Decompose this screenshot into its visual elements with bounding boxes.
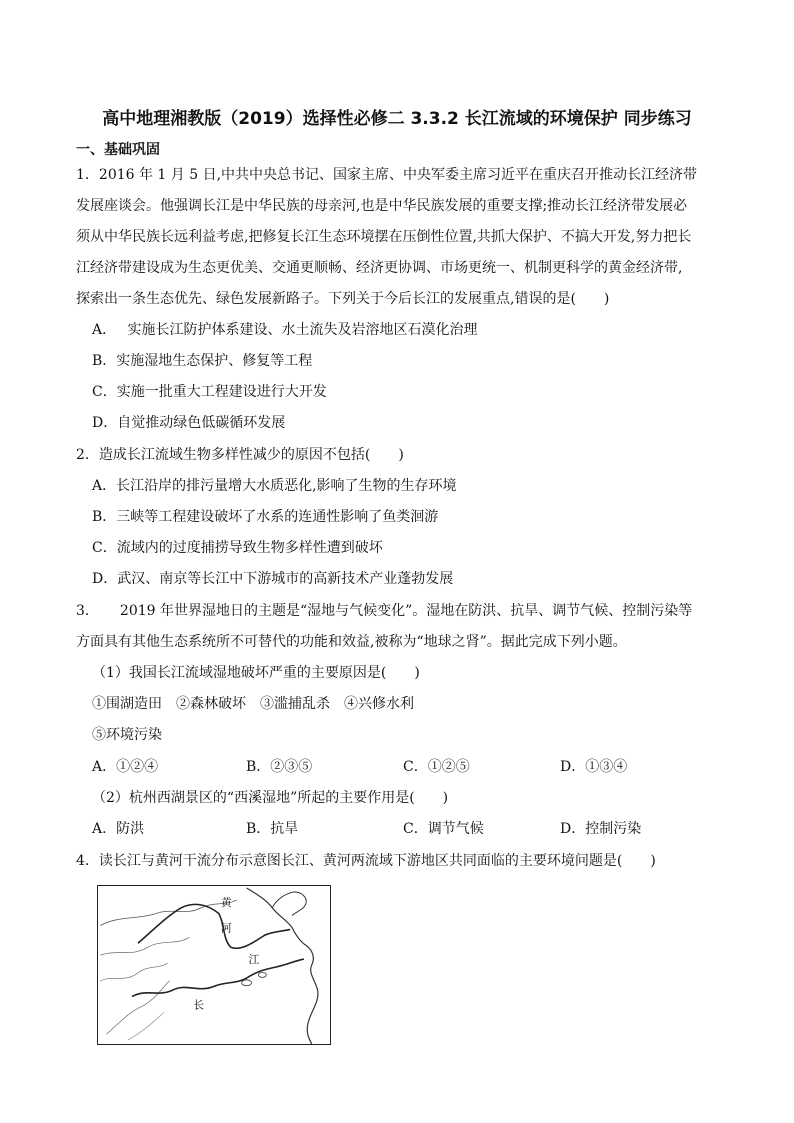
rivers-map (97, 885, 331, 1045)
q3-sub1-option-c: C．①②⑤ (403, 759, 470, 775)
q1-stem-line: 1．2016 年 1 月 5 日,中共中央总书记、国家主席、中央军委主席习近平在重庆召开推动长江经济带 (76, 167, 698, 183)
q1-option-a: A． 实施长江防护体系建设、水土流失及岩溶地区石漠化治理 (92, 322, 478, 338)
q3-sub1-option-d: D．①③④ (560, 759, 628, 775)
q3-sub2-option-c: C．调节气候 (403, 821, 484, 837)
q2-option-b: B．三峡等工程建设破坏了水系的连通性影响了鱼类洄游 (92, 509, 439, 525)
map-label-he: 河 (220, 921, 232, 935)
q3-sub1-items: ⑤环境污染 (92, 727, 162, 743)
rivers-map-figure (98, 886, 330, 1044)
q2-option-d: D．武汉、南京等长江中下游城市的高新技术产业蓬勃发展 (92, 571, 454, 587)
q3-sub2-option-d: D．控制污染 (560, 821, 642, 837)
q1-option-b: B．实施湿地生态保护、修复等工程 (92, 353, 313, 369)
map-label-jiang: 江 (248, 953, 260, 967)
map-label-chang: 长 (193, 998, 205, 1012)
page-title: 高中地理湘教版（2019）选择性必修二 3.3.2 长江流域的环境保护 同步练习 (102, 109, 692, 129)
q2-option-a: A．长江沿岸的排污量增大水质恶化,影响了生物的生存环境 (92, 478, 457, 494)
q3-sub1-items: ①围湖造田 ②森林破坏 ③滥捕乱杀 ④兴修水利 (92, 696, 414, 712)
q1-option-c: C．实施一批重大工程建设进行大开发 (92, 384, 327, 400)
q4-stem: 4．读长江与黄河干流分布示意图长江、黄河两流域下游地区共同面临的主要环境问题是( ) (76, 853, 656, 869)
q3-stem-line: 方面具有其他生态系统所不可替代的功能和效益,被称为“地球之肾”。据此完成下列小题。 (76, 634, 627, 650)
q3-sub2-option-b: B．抗旱 (246, 821, 299, 837)
section-heading: 一、基础巩固 (76, 142, 160, 158)
q3-stem-line: 3． 2019 年世界湿地日的主题是“湿地与气候变化”。湿地在防洪、抗旱、调节气候、控制污染等 (76, 603, 693, 619)
q3-sub1-stem: （1）我国长江流域湿地破坏严重的主要原因是( ) (92, 665, 420, 681)
q2-option-c: C．流域内的过度捕捞导致生物多样性遭到破坏 (92, 540, 383, 556)
q1-option-d: D．自觉推动绿色低碳循环发展 (92, 415, 286, 431)
map-label-huang: 黄 (220, 895, 232, 909)
q1-stem-line: 发展座谈会。他强调长江是中华民族的母亲河,也是中华民族发展的重要支撑;推动长江经济带发展必 (76, 198, 688, 214)
q2-stem: 2．造成长江流域生物多样性减少的原因不包括( ) (76, 447, 404, 463)
q3-sub1-option-b: B．②③⑤ (246, 759, 313, 775)
q1-stem-line: 江经济带建设成为生态更优美、交通更顺畅、经济更协调、市场更统一、机制更科学的黄金经济带, (76, 260, 683, 276)
q3-sub2-stem: （2）杭州西湖景区的“西溪湿地”所起的主要作用是( ) (92, 790, 449, 806)
q1-stem-line: 须从中华民族长远利益考虑,把修复长江生态环境摆在压倒性位置,共抓大保护、不搞大开发,努力把长 (76, 229, 692, 245)
q3-sub1-option-a: A．①②④ (92, 759, 159, 775)
q3-sub2-option-a: A．防洪 (92, 821, 145, 837)
q1-stem-line: 探索出一条生态优先、绿色发展新路子。下列关于今后长江的发展重点,错误的是( ) (76, 291, 610, 307)
